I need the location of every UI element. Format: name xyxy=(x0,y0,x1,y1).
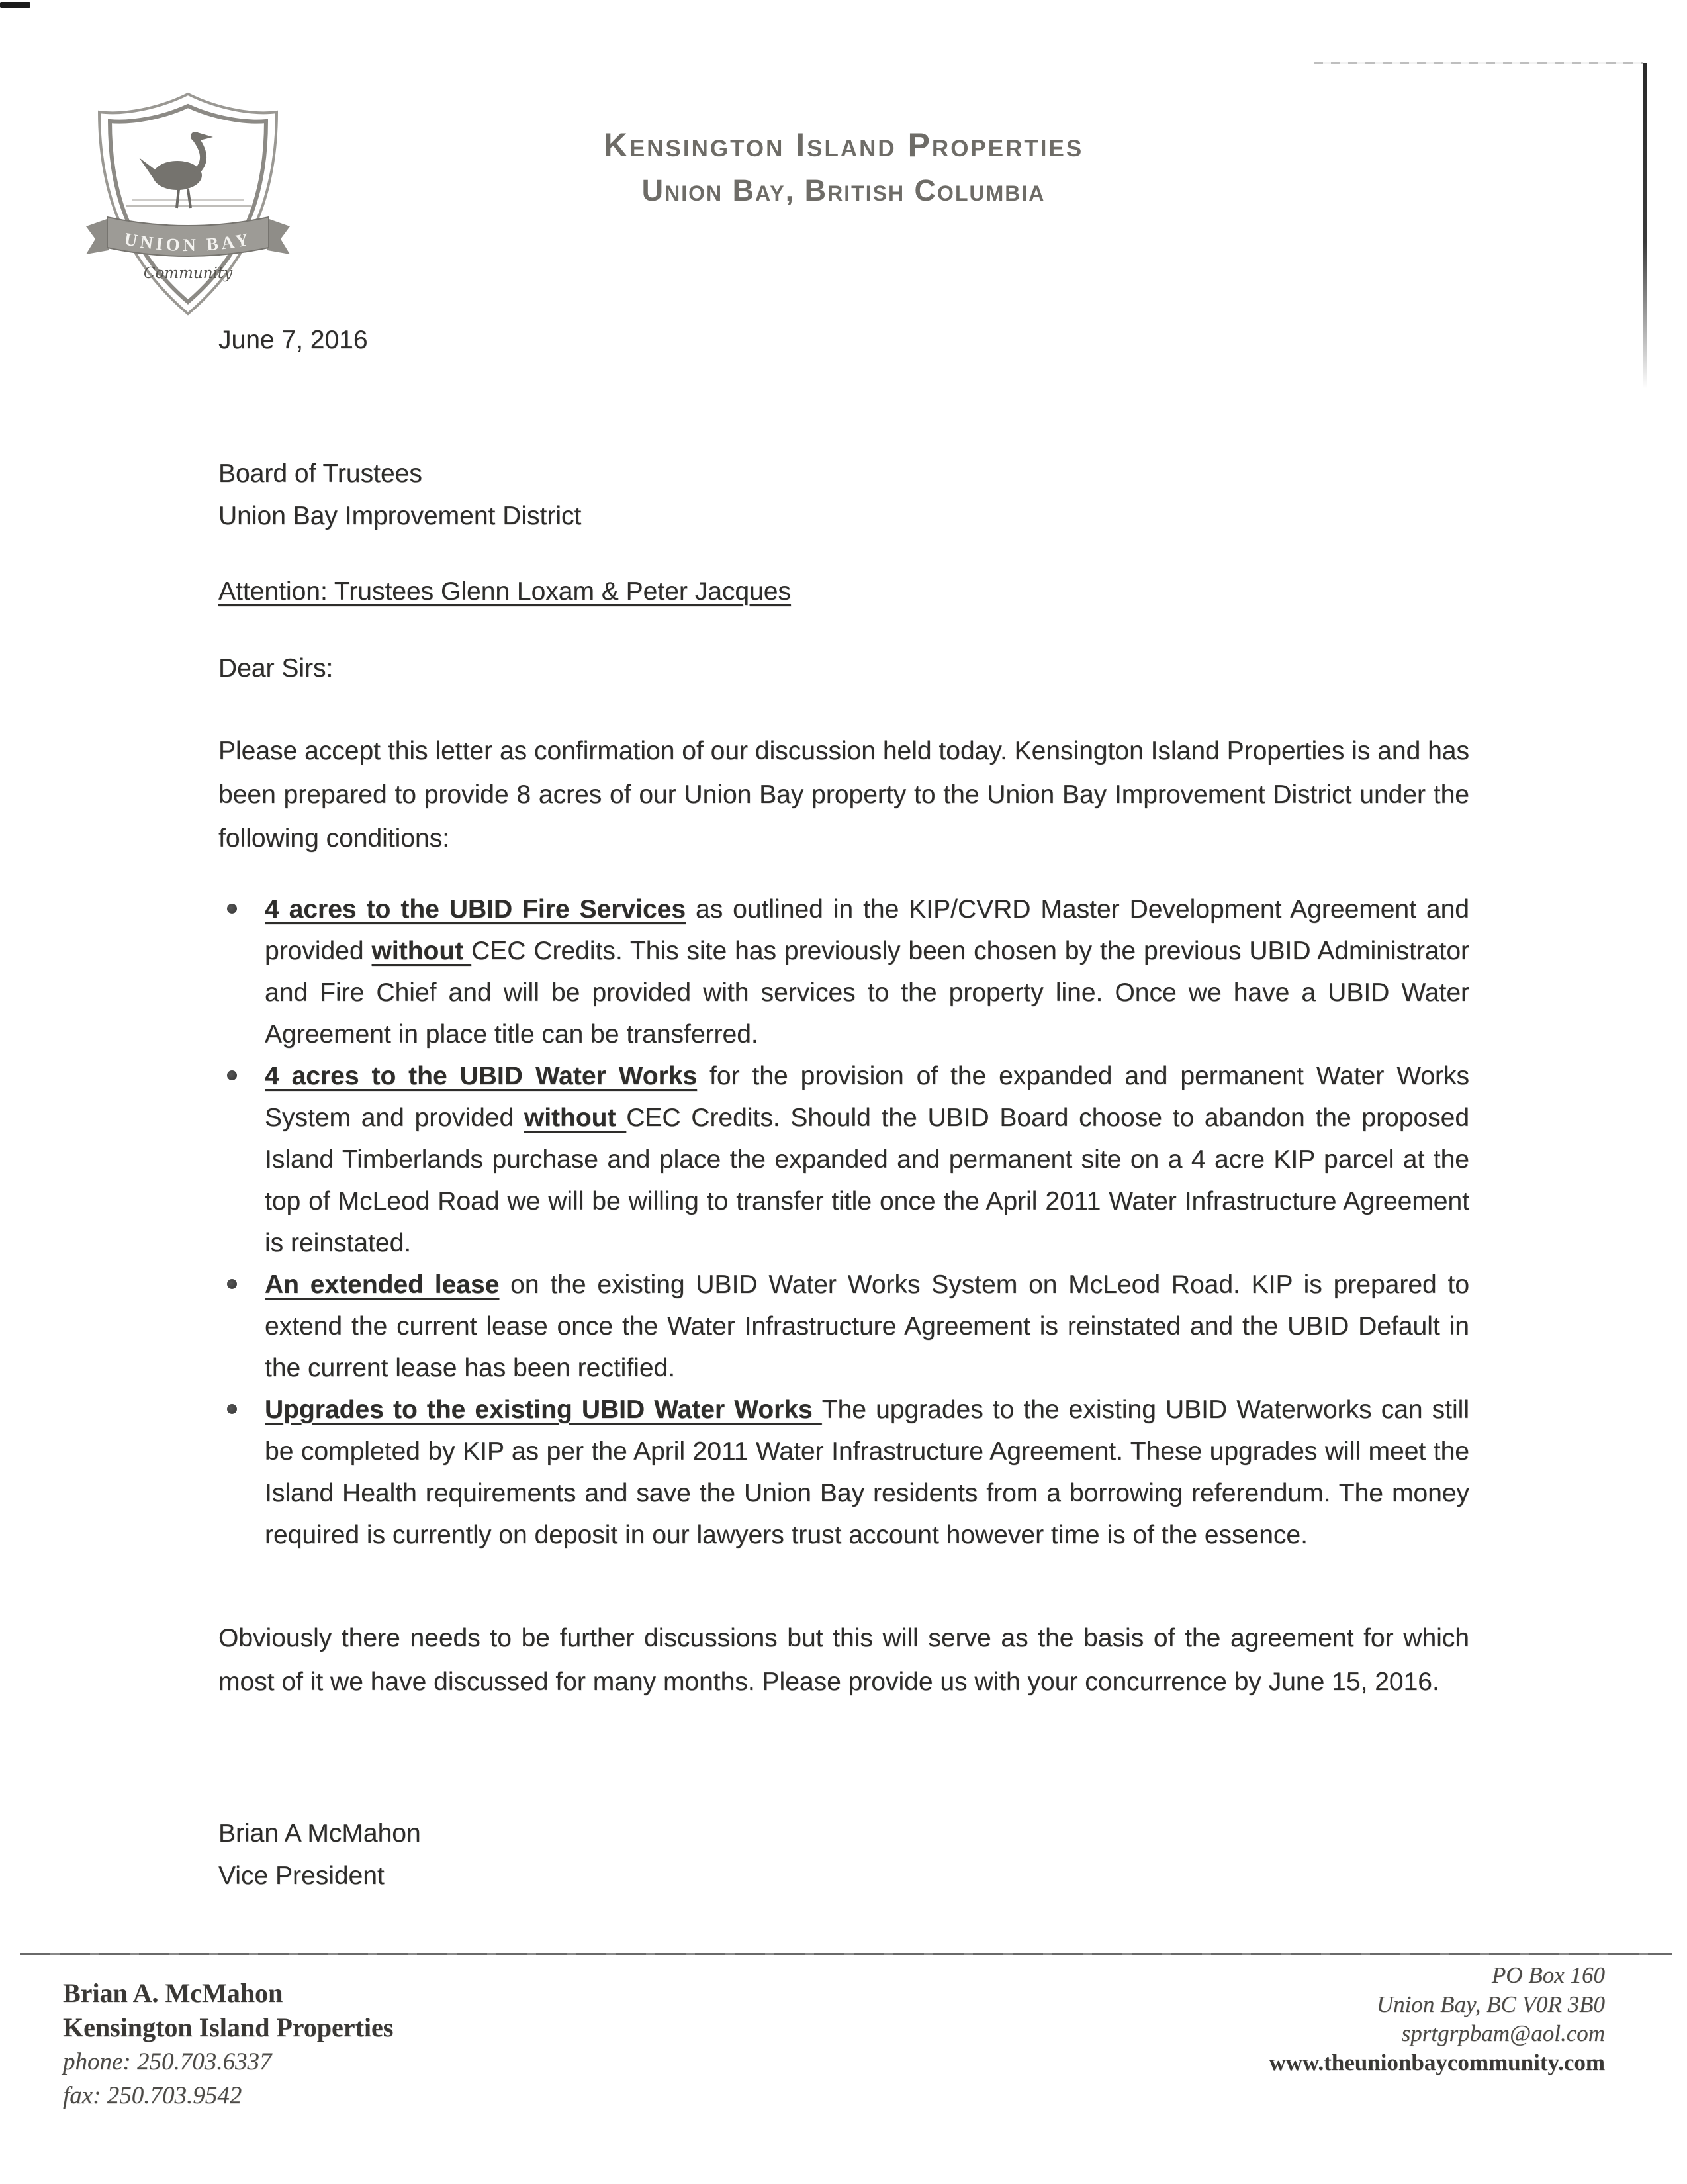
list-item-water-works xyxy=(218,1055,1469,1264)
closing-paragraph: Obviously there needs to be further discussions but this will serve as the basis of the agreement for which most of it we have discussed for many months. Please provide us with your concurrence by June 15, 2016. xyxy=(218,1624,1469,1696)
intro-paragraph: Please accept this letter as confirmation of our discussion held today. Kensington Island Properties is and has been prepared to provide 8 acres of our Union Bay property to the Union Bay Improvement District under the following conditions: xyxy=(218,737,1469,853)
bullet-lead: 4 acres to the UBID Water Works xyxy=(265,1062,698,1090)
footer-contact-name: Brian A. McMahon xyxy=(63,1978,283,2008)
salutation: Dear Sirs: xyxy=(218,654,334,683)
footer-address-block xyxy=(1269,1961,1605,2077)
footer-email: sprtgrpbam@aol.com xyxy=(1401,2020,1605,2046)
scan-artifact-vertical-line xyxy=(1643,63,1647,389)
bullet-body: on the existing UBID Water Works System on McLeod Road. KIP is prepared to extend the current lease once the Water Infrastructure Agreement is reinstated and the UBID Default in the current lease has been rectified. xyxy=(265,1270,1470,1382)
attention-line: Attention: Trustees Glenn Loxam & Peter Jacques xyxy=(218,577,791,606)
bullet-emphasis: without xyxy=(371,937,472,965)
footer-fax: fax: 250.703.9542 xyxy=(63,2082,242,2109)
signature-name: Brian A McMahon xyxy=(218,1819,421,1848)
list-item-fire-services xyxy=(218,888,1469,1055)
recipient-line-2: Union Bay Improvement District xyxy=(218,502,582,530)
bullet-lead: 4 acres to the UBID Fire Services xyxy=(265,895,686,924)
list-item-upgrades xyxy=(218,1389,1469,1556)
letter-date: June 7, 2016 xyxy=(218,326,368,354)
bullet-icon xyxy=(227,1404,237,1414)
scan-artifact-dashed-line xyxy=(1314,62,1643,64)
bullet-body: The upgrades to the existing UBID Waterworks can still be completed by KIP as per the April 2011 Water Infrastructure Agreement. These upgrades will meet the Island Health requirements and save the Union Bay residents from a borrowing referendum. The money required is currently on deposit in our lawyers trust account however time is of the essence. xyxy=(265,1396,1469,1549)
bullet-body: as outlined in the KIP/CVRD Master Development Agreement and provided xyxy=(265,895,1469,965)
letterhead-company-location: Union Bay, British Columbia xyxy=(641,173,1046,207)
bullet-text xyxy=(265,888,1469,1055)
letterhead-company-name: Kensington Island Properties xyxy=(603,126,1084,164)
footer-divider xyxy=(20,1953,1672,1955)
signature-title: Vice President xyxy=(218,1862,385,1890)
list-item-extended-lease xyxy=(218,1264,1469,1389)
scan-artifact-top-left-mark xyxy=(0,2,30,8)
bullet-icon xyxy=(227,1279,237,1289)
bullet-emphasis: without xyxy=(524,1104,627,1132)
footer-contact-block xyxy=(63,1976,393,2113)
bullet-lead: An extended lease xyxy=(265,1270,500,1299)
conditions-list xyxy=(218,888,1469,1556)
logo-banner-text: UNION BAY xyxy=(122,228,253,256)
logo-subtitle-text: Community xyxy=(143,265,233,282)
banner-ribbon-icon xyxy=(86,217,290,256)
bullet-body: CEC Credits. Should the UBID Board choose to abandon the proposed Island Timberlands purchase and place the expanded and permanent site on a 4 acre KIP parcel at the top of McLeod Road we will be willing to transfer title once the April 2011 Water Infrastructure Agreement is reinstated. xyxy=(265,1104,1470,1257)
footer-website: www.theunionbaycommunity.com xyxy=(1269,2050,1605,2075)
footer-city-postal: Union Bay, BC V0R 3B0 xyxy=(1376,1991,1605,2017)
bullet-icon xyxy=(227,1070,237,1080)
recipient-block xyxy=(218,453,1469,538)
bullet-text xyxy=(265,1055,1469,1264)
bullet-icon xyxy=(227,904,237,914)
bullet-text xyxy=(265,1264,1469,1389)
footer-po-box: PO Box 160 xyxy=(1491,1962,1605,1988)
bullet-text xyxy=(265,1389,1469,1556)
bullet-body: CEC Credits. This site has previously been chosen by the previous UBID Administrator and Fire Chief and will be provided with services to the property line. Once we have a UBID Water Agreement in place title can be transferred. xyxy=(265,937,1470,1049)
footer-phone: phone: 250.703.6337 xyxy=(63,2048,272,2075)
bullet-lead: Upgrades to the existing UBID Water Works xyxy=(265,1396,822,1424)
bullet-body: for the provision of the expanded and permanent Water Works System and provided xyxy=(265,1062,1469,1132)
signature-block xyxy=(218,1813,1469,1897)
recipient-line-1: Board of Trustees xyxy=(218,459,422,488)
footer-contact-company: Kensington Island Properties xyxy=(63,2013,394,2042)
